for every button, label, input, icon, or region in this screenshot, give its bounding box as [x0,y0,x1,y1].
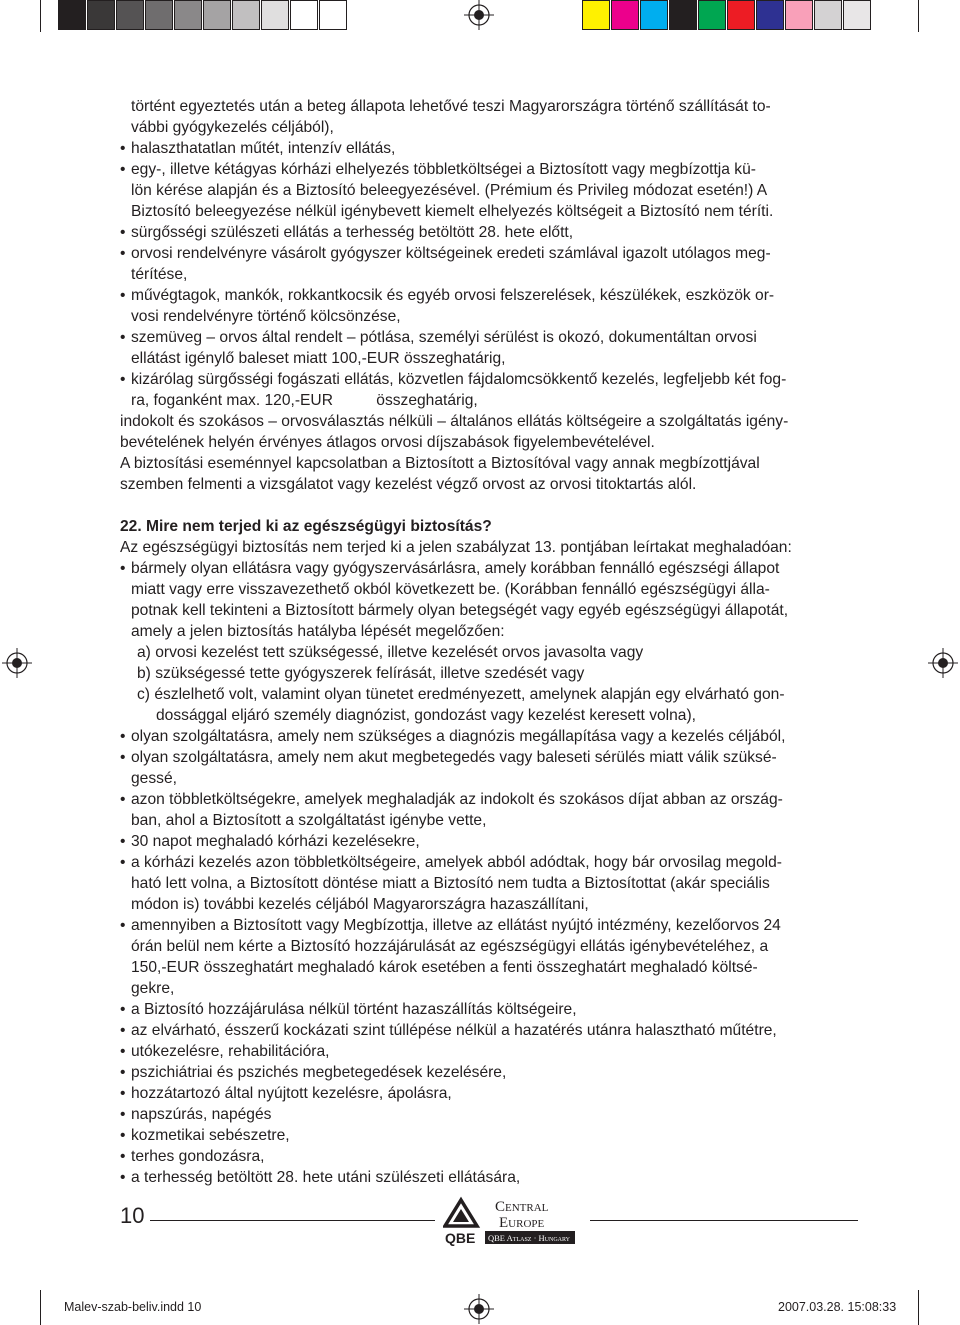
color-swatch [319,0,347,30]
color-swatch [756,0,784,30]
crop-mark [918,1290,919,1325]
logo-brand-line1: Central [495,1199,549,1215]
list-item: • olyan szolgáltatásra, amely nem akut megbetegedés vagy baleseti sérülés miatt válik szüksé- [120,747,860,768]
text-line: Az egészségügyi biztosítás nem terjed ki a jelen szabályzat 13. pontjában leírtakat meghaladóan: [120,539,792,556]
text-line: ban, ahol a Biztosított a szolgáltatást igénybe vette, [131,812,487,829]
text-line: órán belül nem kérte a Biztosító hozzájárulását az egészségügyi ellátás igénybevételéhez, a [131,938,769,955]
text-line: bevételének helyén érvényes átlagos orvosi díjszabások figyelembevételével. [120,434,655,451]
company-logo [443,1196,583,1246]
color-swatch [203,0,231,30]
color-swatch [261,0,289,30]
list-item: • szemüveg – orvos által rendelt – pótlása, személyi sérülést is okozó, dokumentáltan orvosi [120,327,860,348]
list-item: • művégtagok, mankók, rokkantkocsik és egyéb orvosi felszerelések, készülékek, eszközök or- [120,285,860,306]
list-item: • bármely olyan ellátásra vagy gyógyszervásárlásra, amely korábban fennálló egészségi állapot [120,558,860,579]
list-item: • napszúrás, napégés [120,1104,860,1125]
sub-item: dossággal eljáró személy diagnózist, gondozást vagy kezelést keresett volna), [156,707,697,724]
page-body [120,96,860,1188]
color-bar-process [582,0,872,32]
page-number: 10 [120,1203,145,1228]
list-item: • halaszthatatlan műtét, intenzív ellátás, [120,138,860,159]
color-swatch [290,0,318,30]
registration-mark-icon [928,648,958,678]
text-line: miatt vagy erre visszavezethető okból következett be. (Korábban fennálló egészségügyi álla- [131,581,770,598]
crop-mark [918,0,919,32]
sub-item: b) szükségessé tette gyógyszerek felírását, illetve szedését vagy [137,665,585,682]
color-swatch [640,0,668,30]
text-line: 150,-EUR összeghatárt meghaladó károk esetében a fenti összeghatárt meghaladó költsé- [131,959,758,976]
color-swatch [116,0,144,30]
list-item: • hozzátartozó által nyújtott kezelésre, ápolásra, [120,1083,860,1104]
text-line: ható lett volna, a Biztosított döntése miatt a Biztosító nem tudta a Biztosítottat (akár speciális [131,875,770,892]
list-item: • amennyiben a Biztosított vagy Megbízottja, illetve az ellátást nyújtó intézmény, kezelőorvos 24 [120,915,860,936]
text-line: lön kérése alapján és a Biztosító beleegyezésével. (Prémium és Privileg módozat esetén!) A [131,182,768,199]
list-item: • sürgősségi szülészeti ellátás a terhesség betöltött 28. hete előtt, [120,222,860,243]
footer-rule [590,1220,858,1221]
text-line: történt egyeztetés után a beteg állapota lehetővé teszi Magyarországra történő szállítását to- [131,98,771,115]
slug-file-info: Malev-szab-beliv.indd 10 [64,1300,202,1314]
text-line: ellátást igénylő baleset miatt 100,-EUR összeghatárig, [131,350,506,367]
logo-tagline: QBE Atlasz · Hungary [488,1233,571,1243]
logo-brand-line2: Europe [499,1215,545,1231]
registration-mark-icon [2,648,32,678]
list-item: • az elvárható, ésszerű kockázati szint túllépése nélkül a hazatérés utánra halasztható műtétre, [120,1020,860,1041]
color-swatch [58,0,86,30]
text-line: amely a jelen biztosítás hatályba lépését megelőzően: [131,623,505,640]
list-item: • azon többletköltségekre, amelyek meghaladják az indokolt és szokásos díjat abban az ország- [120,789,860,810]
text-line: vosi rendelvényre történő kölcsönzése, [131,308,401,325]
registration-mark-icon [464,0,494,30]
qbe-logo-icon [443,1196,583,1246]
list-item: • pszichiátriai és pszichés megbetegedések kezelésére, [120,1062,860,1083]
list-item: • terhes gondozásra, [120,1146,860,1167]
list-item: • kizárólag sürgősségi fogászati ellátás, közvetlen fájdalomcsökkentő kezelés, legfeljebb két fog- [120,369,860,390]
text-line: térítése, [131,266,188,283]
color-swatch [87,0,115,30]
text-line: Biztosító beleegyezése nélkül igénybevett kiemelt elhelyezés költségeit a Biztosító nem téríti. [131,203,774,220]
crop-mark [40,0,41,32]
list-item: • a Biztosító hozzájárulása nélkül történt hazaszállítás költségeire, [120,999,860,1020]
text-line: potnak kell tekinteni a Biztosított bármely olyan betegségét vagy egyéb egészségügyi állapotát, [131,602,789,619]
sub-item: a) orvosi kezelést tett szükségessé, illetve kezelését orvos javasolta vagy [137,644,644,661]
color-swatch [145,0,173,30]
list-item: • olyan szolgáltatásra, amely nem szükséges a diagnózis megállapítása vagy a kezelés céljából, [120,726,860,747]
text-line: gessé, [131,770,177,787]
color-swatch [698,0,726,30]
registration-mark-icon [464,1294,494,1324]
section-title: 22. Mire nem terjed ki az egészségügyi biztosítás? [120,518,492,535]
color-swatch [174,0,202,30]
color-swatch [727,0,755,30]
color-swatch [669,0,697,30]
color-swatch [785,0,813,30]
list-item: • utókezelésre, rehabilitációra, [120,1041,860,1062]
color-swatch [814,0,842,30]
list-item: • a kórházi kezelés azon többletköltségeire, amelyek abból adódtak, hogy bár orvosilag megold- [120,852,860,873]
footer-rule [150,1220,435,1221]
color-bar-grayscale [58,0,348,32]
list-item: • 30 napot meghaladó kórházi kezelésekre, [120,831,860,852]
sub-item: c) észlelhető volt, valamint olyan tünetet eredményezett, amelynek alapján egy elvárható gon- [137,686,785,703]
color-swatch [232,0,260,30]
text-line: ra, foganként max. 120,-EUR összeghatárig, [131,392,478,409]
color-swatch [611,0,639,30]
color-swatch [582,0,610,30]
list-item: • a terhesség betöltött 28. hete utáni szülészeti ellátására, [120,1167,860,1188]
text-line: vábbi gyógykezelés céljából), [131,119,334,136]
list-item: • orvosi rendelvényre vásárolt gyógyszer költségeinek eredeti számlával igazolt utólagos meg- [120,243,860,264]
text-line: indokolt és szokásos – orvosválasztás nélküli – általános ellátás költségeire a szolgáltatás igény- [120,413,789,430]
slug-timestamp: 2007.03.28. 15:08:33 [778,1300,897,1314]
crop-mark [40,1290,41,1325]
list-item: • egy-, illetve kétágyas kórházi elhelyezés többletköltségei a Biztosított vagy megbízottja kü- [120,159,860,180]
logo-mark-text: QBE [445,1230,476,1246]
text-line: gekre, [131,980,175,997]
color-swatch [843,0,871,30]
list-item: • kozmetikai sebészetre, [120,1125,860,1146]
text-line: módon is) további kezelés céljából Magyarországra hazaszállítani, [131,896,589,913]
text-line: szemben felmenti a vizsgálatot vagy kezelést végző orvost az orvosi titoktartás alól. [120,476,697,493]
text-line: A biztosítási eseménnyel kapcsolatban a Biztosított a Biztosítóval vagy annak megbízottjával [120,455,760,472]
